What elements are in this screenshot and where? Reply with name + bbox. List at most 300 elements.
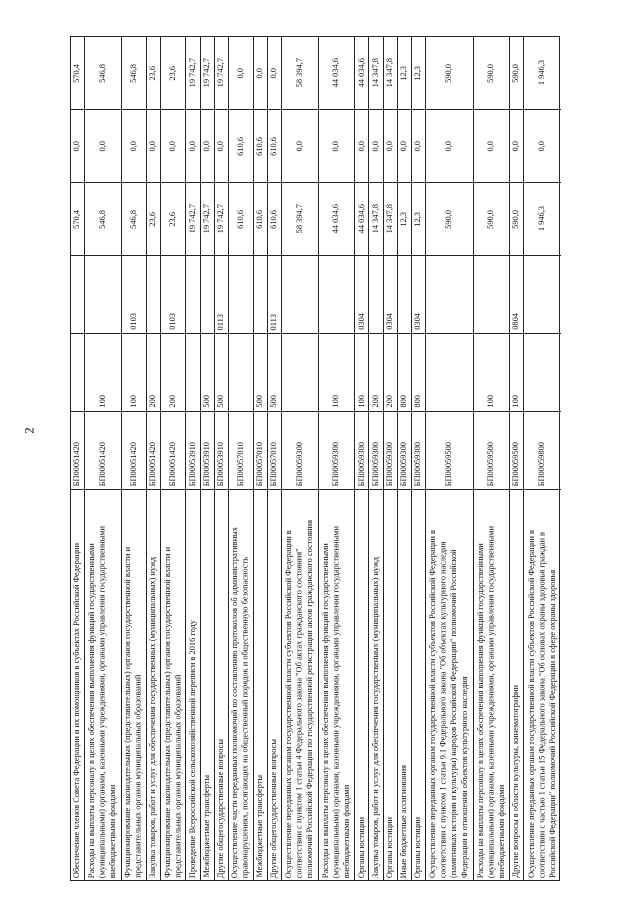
row-section-code-text: 0804	[511, 313, 521, 330]
row-description	[268, 490, 282, 880]
row-section-code	[161, 256, 186, 334]
row-section-code-text: 0304	[356, 313, 366, 330]
row-target-code	[282, 412, 319, 490]
row-target-code-text: БП00059300	[384, 441, 394, 486]
row-amount-2	[229, 110, 254, 183]
row-amount-total-text: 14 347,8	[384, 204, 394, 234]
row-amount-3	[122, 37, 147, 110]
row-amount-3-text: 14 347,8	[370, 58, 380, 88]
row-description	[282, 490, 319, 880]
row-amount-total	[282, 183, 319, 256]
row-amount-total	[474, 183, 511, 256]
row-description	[85, 490, 122, 880]
row-description	[474, 490, 511, 880]
row-description-text: Межбюджетные трансферты	[255, 775, 265, 878]
row-amount-3-text: 23,6	[148, 65, 158, 81]
row-amount-3	[384, 37, 398, 110]
row-amount-2-text: 610,6	[269, 136, 279, 156]
row-amount-2	[161, 110, 186, 183]
row-amount-total	[268, 183, 282, 256]
row-amount-2	[268, 110, 282, 183]
row-amount-3	[524, 37, 561, 110]
row-section-code	[254, 256, 268, 334]
row-amount-2	[85, 110, 122, 183]
table-row	[398, 37, 412, 880]
row-description-text: Осуществление переданных органам государственной власти субъектов Российской Федерации в соответствии с частью 1 статьи 15 Федерального закона "Об основах охраны здоровья граждан в Российской Федерации" полномочий Российской Федерации в сфере охраны здоровья	[526, 529, 557, 878]
row-amount-3-text: 1 946,3	[537, 60, 547, 86]
row-expense-type	[474, 334, 511, 412]
row-amount-total-text: 546,8	[97, 209, 107, 229]
row-amount-total	[161, 183, 186, 256]
row-section-code	[426, 256, 474, 334]
row-section-code	[215, 256, 229, 334]
table-row	[229, 37, 254, 880]
row-target-code	[122, 412, 147, 490]
row-section-code	[201, 256, 215, 334]
row-section-code	[71, 256, 85, 334]
row-amount-3	[474, 37, 511, 110]
row-amount-2-text: 610,6	[235, 136, 245, 156]
row-target-code	[398, 412, 412, 490]
row-amount-2-text: 0,0	[537, 140, 547, 152]
row-expense-type	[524, 334, 561, 412]
row-section-code	[369, 256, 383, 334]
row-amount-3-text: 58 394,7	[294, 58, 304, 88]
row-description	[161, 490, 186, 880]
row-amount-3	[254, 37, 268, 110]
row-amount-3-text: 19 742,7	[215, 58, 225, 88]
row-section-code	[122, 256, 147, 334]
row-amount-total-text: 590,0	[443, 209, 453, 229]
row-target-code-text: БП00059300	[370, 441, 380, 486]
row-target-code-text: БП00059500	[486, 441, 496, 486]
row-amount-total-text: 590,0	[486, 209, 496, 229]
row-amount-total-text: 19 742,7	[187, 204, 197, 234]
row-expense-type	[319, 334, 356, 412]
row-amount-total	[186, 183, 200, 256]
row-target-code	[161, 412, 186, 490]
row-description	[186, 490, 200, 880]
row-description	[426, 490, 474, 880]
row-description-text: Закупка товаров, работ и услуг для обеспечения государственных (муниципальных) нужд	[370, 557, 380, 878]
row-expense-type-text: 100	[331, 395, 341, 408]
row-description-text: Органы юстиции	[356, 816, 366, 878]
row-target-code	[254, 412, 268, 490]
row-amount-3-text: 0,0	[235, 67, 245, 79]
row-description	[355, 490, 369, 880]
row-description-text: Расходы на выплаты персоналу в целях обеспечения выполнения функций государственными (муниципальными) органами, казенными учреждениями, органами управления государственными внебюджетными фондами	[86, 525, 118, 878]
table-row	[369, 37, 383, 880]
row-amount-2-text: 0,0	[331, 140, 341, 152]
row-amount-3	[355, 37, 369, 110]
row-amount-2-text: 0,0	[486, 140, 496, 152]
table-row	[282, 37, 319, 880]
row-amount-2-text: 0,0	[215, 140, 225, 152]
row-target-code	[147, 412, 161, 490]
row-section-code	[384, 256, 398, 334]
row-description-text: Другие общегосударственные вопросы	[215, 738, 225, 878]
table-row	[510, 37, 524, 880]
row-description	[510, 490, 524, 880]
row-expense-type	[510, 334, 524, 412]
row-expense-type	[282, 334, 319, 412]
row-amount-2-text: 0,0	[187, 140, 197, 152]
row-amount-3	[426, 37, 474, 110]
row-amount-2-text: 0,0	[72, 140, 82, 152]
row-amount-2	[282, 110, 319, 183]
row-description-text: Иные бюджетные ассигнования	[398, 764, 408, 878]
row-amount-3-text: 570,4	[72, 63, 82, 83]
row-amount-3	[398, 37, 412, 110]
row-description	[319, 490, 356, 880]
row-description	[229, 490, 254, 880]
row-target-code	[384, 412, 398, 490]
row-target-code-text: БП00059300	[398, 441, 408, 486]
row-amount-3-text: 23,6	[167, 65, 177, 81]
row-description	[384, 490, 398, 880]
row-section-code-text: 0103	[128, 313, 138, 330]
row-description	[398, 490, 412, 880]
row-amount-total	[412, 183, 426, 256]
row-description	[369, 490, 383, 880]
row-amount-total-text: 610,6	[269, 209, 279, 229]
row-section-code	[412, 256, 426, 334]
row-target-code-text: БП00059500	[443, 441, 453, 486]
row-section-code	[268, 256, 282, 334]
row-amount-3-text: 12,3	[412, 65, 422, 81]
row-target-code-text: БП00057010	[235, 441, 245, 486]
row-amount-2	[474, 110, 511, 183]
row-amount-3-text: 590,0	[443, 63, 453, 83]
row-amount-total-text: 14 347,8	[370, 204, 380, 234]
table-row	[201, 37, 215, 880]
row-amount-3	[412, 37, 426, 110]
row-amount-2	[147, 110, 161, 183]
row-target-code	[510, 412, 524, 490]
budget-table	[70, 36, 560, 881]
row-expense-type	[161, 334, 186, 412]
row-amount-2-text: 0,0	[511, 140, 521, 152]
row-section-code	[85, 256, 122, 334]
table-row	[426, 37, 474, 880]
row-section-code	[355, 256, 369, 334]
row-amount-total	[355, 183, 369, 256]
row-amount-2	[122, 110, 147, 183]
row-amount-2-text: 0,0	[201, 140, 211, 152]
row-description-text: Другие вопросы в области культуры, кинематографии	[511, 685, 521, 878]
row-amount-total-text: 23,6	[167, 211, 177, 227]
row-amount-total-text: 19 742,7	[215, 204, 225, 234]
row-description-text: Функционирование законодательных (представительных) органов государственной власти и представительных органов муниципальных образований	[123, 547, 143, 878]
row-section-code-text: 0113	[269, 313, 279, 330]
row-description-text: Осуществление части переданных полномочий по составлению протоколов об административных правонарушениях, посягающих на общественный порядок и общественную безопасность	[230, 526, 250, 878]
row-amount-2-text: 0,0	[412, 140, 422, 152]
row-target-code	[355, 412, 369, 490]
row-amount-3	[71, 37, 85, 110]
row-amount-2-text: 610,6	[255, 136, 265, 156]
row-expense-type-text: 800	[398, 395, 408, 408]
row-amount-2	[319, 110, 356, 183]
row-expense-type	[398, 334, 412, 412]
row-amount-total	[426, 183, 474, 256]
row-description	[71, 490, 85, 880]
row-section-code-text: 0304	[412, 313, 422, 330]
row-amount-2-text: 0,0	[167, 140, 177, 152]
row-expense-type-text: 100	[511, 395, 521, 408]
page-number: 2	[21, 427, 37, 434]
row-amount-2	[524, 110, 561, 183]
row-target-code-text: БП00053910	[201, 441, 211, 486]
row-section-code	[319, 256, 356, 334]
row-expense-type	[229, 334, 254, 412]
row-expense-type-text: 500	[255, 395, 265, 408]
row-amount-total	[524, 183, 561, 256]
row-expense-type-text: 200	[384, 395, 394, 408]
row-amount-3	[186, 37, 200, 110]
row-description-text: Функционирование законодательных (представительных) органов государственной власти и представительных органов муниципальных образований	[162, 547, 183, 878]
row-amount-2-text: 0,0	[97, 140, 107, 152]
row-description-text: Осуществление переданных органам государственной власти субъектов Российской Федерации в соответствии с пунктом 1 статьи 4 Федерального закона "Об актах гражданского состояния" полномочий Российской Федерации по государственной регистрации актов гражданского состояния	[284, 519, 315, 878]
row-expense-type	[355, 334, 369, 412]
row-target-code-text: БП00059300	[294, 441, 304, 486]
row-amount-total	[510, 183, 524, 256]
row-amount-3	[319, 37, 356, 110]
row-expense-type	[215, 334, 229, 412]
row-expense-type	[384, 334, 398, 412]
row-amount-total-text: 23,6	[148, 211, 158, 227]
row-expense-type-text: 100	[128, 395, 138, 408]
row-amount-2-text: 0,0	[370, 140, 380, 152]
table-row	[147, 37, 161, 880]
row-expense-type	[71, 334, 85, 412]
row-amount-2	[369, 110, 383, 183]
row-description	[122, 490, 147, 880]
row-amount-3	[201, 37, 215, 110]
row-section-code	[229, 256, 254, 334]
row-description-text: Обеспечение членов Совета Федерации и их помощников в субъектах Российской Федерации	[72, 542, 82, 878]
row-amount-2	[186, 110, 200, 183]
row-amount-3-text: 0,0	[255, 67, 265, 79]
row-section-code-text: 0103	[167, 313, 177, 330]
row-expense-type-text: 100	[486, 395, 496, 408]
row-description	[524, 490, 561, 880]
row-target-code	[369, 412, 383, 490]
row-description-text: Проведение Всероссийской сельскохозяйственной переписи в 2016 году	[187, 619, 197, 878]
row-expense-type-text: 200	[167, 395, 177, 408]
row-target-code-text: БП00053910	[215, 441, 225, 486]
row-amount-3	[215, 37, 229, 110]
row-amount-total	[398, 183, 412, 256]
row-amount-3-text: 0,0	[269, 67, 279, 79]
row-description-text: Органы юстиции	[412, 816, 422, 878]
row-expense-type	[412, 334, 426, 412]
row-amount-3-text: 546,8	[128, 63, 138, 83]
row-target-code-text: БП00051420	[128, 441, 138, 486]
row-description-text: Расходы на выплаты персоналу в целях обеспечения выполнения функций государственными (муниципальными) органами, казенными учреждениями, органами управления государственными внебюджетными фондами	[475, 525, 506, 878]
table-row	[85, 37, 122, 880]
row-amount-2	[201, 110, 215, 183]
row-expense-type-text: 500	[215, 395, 225, 408]
row-amount-total	[215, 183, 229, 256]
row-amount-total	[254, 183, 268, 256]
row-target-code-text: БП00057010	[269, 441, 279, 486]
row-target-code-text: БП00057010	[255, 441, 265, 486]
row-amount-3-text: 546,8	[97, 63, 107, 83]
row-section-code	[510, 256, 524, 334]
row-amount-total-text: 58 394,7	[294, 204, 304, 234]
row-expense-type	[186, 334, 200, 412]
row-amount-3	[510, 37, 524, 110]
row-amount-3-text: 19 742,7	[201, 58, 211, 88]
row-amount-total	[85, 183, 122, 256]
row-target-code	[426, 412, 474, 490]
row-amount-2	[384, 110, 398, 183]
row-expense-type-text: 500	[269, 395, 279, 408]
table-row	[71, 37, 85, 880]
row-expense-type-text: 500	[201, 395, 211, 408]
row-amount-2	[426, 110, 474, 183]
row-expense-type	[268, 334, 282, 412]
row-expense-type	[426, 334, 474, 412]
row-expense-type-text: 100	[356, 395, 366, 408]
row-description	[215, 490, 229, 880]
row-amount-2-text: 0,0	[398, 140, 408, 152]
row-section-code	[524, 256, 561, 334]
row-amount-total-text: 546,8	[128, 209, 138, 229]
row-amount-2-text: 0,0	[128, 140, 138, 152]
row-description	[147, 490, 161, 880]
row-target-code-text: БП00053910	[187, 441, 197, 486]
row-amount-total	[201, 183, 215, 256]
row-expense-type	[254, 334, 268, 412]
table-row	[355, 37, 369, 880]
row-amount-total	[319, 183, 356, 256]
row-expense-type	[201, 334, 215, 412]
row-amount-3	[369, 37, 383, 110]
row-amount-2	[412, 110, 426, 183]
row-description-text: Закупка товаров, работ и услуг для обеспечения государственных (муниципальных) нужд	[148, 557, 158, 878]
row-amount-3-text: 44 034,6	[356, 58, 366, 88]
row-section-code	[398, 256, 412, 334]
row-target-code	[201, 412, 215, 490]
row-amount-3	[85, 37, 122, 110]
row-amount-3	[161, 37, 186, 110]
row-amount-total	[147, 183, 161, 256]
row-section-code	[282, 256, 319, 334]
table-row	[254, 37, 268, 880]
table-row	[186, 37, 200, 880]
row-description-text: Другие общегосударственные вопросы	[269, 738, 279, 878]
row-target-code	[85, 412, 122, 490]
row-section-code-text: 0304	[384, 313, 394, 330]
table-row	[474, 37, 511, 880]
row-amount-2-text: 0,0	[294, 140, 304, 152]
table-row	[319, 37, 356, 880]
row-description-text: Осуществление переданных органам государственной власти субъектов Российской Федерации в соответствии с пунктом 1 статьи 9.1 Федерального закона "Об объектах культурного наследия (памятниках истории и культуры) народов Российской Федерации" полномочий Российской Федерации в отношении объектов культурного наследия	[427, 529, 469, 878]
table-row	[215, 37, 229, 880]
table-row	[122, 37, 147, 880]
row-expense-type	[85, 334, 122, 412]
row-amount-2-text: 0,0	[443, 140, 453, 152]
row-amount-3	[268, 37, 282, 110]
row-target-code	[186, 412, 200, 490]
table-row	[524, 37, 561, 880]
row-amount-3	[282, 37, 319, 110]
row-amount-2	[254, 110, 268, 183]
row-amount-3-text: 590,0	[486, 63, 496, 83]
row-expense-type	[147, 334, 161, 412]
row-section-code	[186, 256, 200, 334]
row-target-code	[215, 412, 229, 490]
row-expense-type-text: 200	[148, 395, 158, 408]
row-target-code-text: БП00059300	[356, 441, 366, 486]
row-description	[254, 490, 268, 880]
row-target-code	[474, 412, 511, 490]
row-section-code-text: 0113	[215, 313, 225, 330]
row-amount-3	[229, 37, 254, 110]
table-row	[161, 37, 186, 880]
row-amount-total-text: 1 946,3	[537, 206, 547, 232]
table-row	[384, 37, 398, 880]
row-expense-type	[122, 334, 147, 412]
row-amount-total-text: 19 742,7	[201, 204, 211, 234]
row-expense-type-text: 100	[97, 395, 107, 408]
row-target-code	[229, 412, 254, 490]
row-amount-3-text: 12,3	[398, 65, 408, 81]
row-target-code	[319, 412, 356, 490]
row-section-code	[474, 256, 511, 334]
row-amount-total	[384, 183, 398, 256]
row-expense-type	[369, 334, 383, 412]
table-row	[412, 37, 426, 880]
row-target-code	[71, 412, 85, 490]
row-amount-2	[510, 110, 524, 183]
table-row	[268, 37, 282, 880]
row-target-code	[412, 412, 426, 490]
row-amount-total	[122, 183, 147, 256]
row-target-code-text: БП00059800	[537, 441, 547, 486]
row-description	[201, 490, 215, 880]
row-amount-total	[71, 183, 85, 256]
row-amount-total-text: 12,3	[398, 211, 408, 227]
row-amount-total	[369, 183, 383, 256]
row-amount-2	[398, 110, 412, 183]
row-amount-2-text: 0,0	[148, 140, 158, 152]
row-amount-3-text: 19 742,7	[187, 58, 197, 88]
row-amount-3	[147, 37, 161, 110]
row-description-text: Органы юстиции	[384, 816, 394, 878]
row-target-code-text: БП00051420	[148, 441, 158, 486]
row-description	[412, 490, 426, 880]
row-target-code-text: БП00051420	[97, 441, 107, 486]
row-target-code	[524, 412, 561, 490]
row-amount-3-text: 44 034,6	[331, 58, 341, 88]
row-amount-total-text: 610,6	[235, 209, 245, 229]
row-target-code-text: БП00051420	[167, 441, 177, 486]
row-target-code-text: БП00051420	[72, 441, 82, 486]
row-amount-total	[229, 183, 254, 256]
row-target-code-text: БП00059300	[331, 441, 341, 486]
row-description-text: Межбюджетные трансферты	[201, 775, 211, 878]
row-amount-total-text: 44 034,6	[331, 204, 341, 234]
row-description-text: Расходы на выплаты персоналу в целях обеспечения выполнения функций государственными (муниципальными) органами, казенными учреждениями, органами управления государственными внебюджетными фондами	[320, 525, 351, 878]
row-target-code-text: БП00059300	[412, 441, 422, 486]
row-amount-total-text: 12,3	[412, 211, 422, 227]
row-amount-total-text: 590,0	[511, 209, 521, 229]
row-section-code	[147, 256, 161, 334]
row-amount-3-text: 14 347,8	[384, 58, 394, 88]
row-amount-2-text: 0,0	[384, 140, 394, 152]
